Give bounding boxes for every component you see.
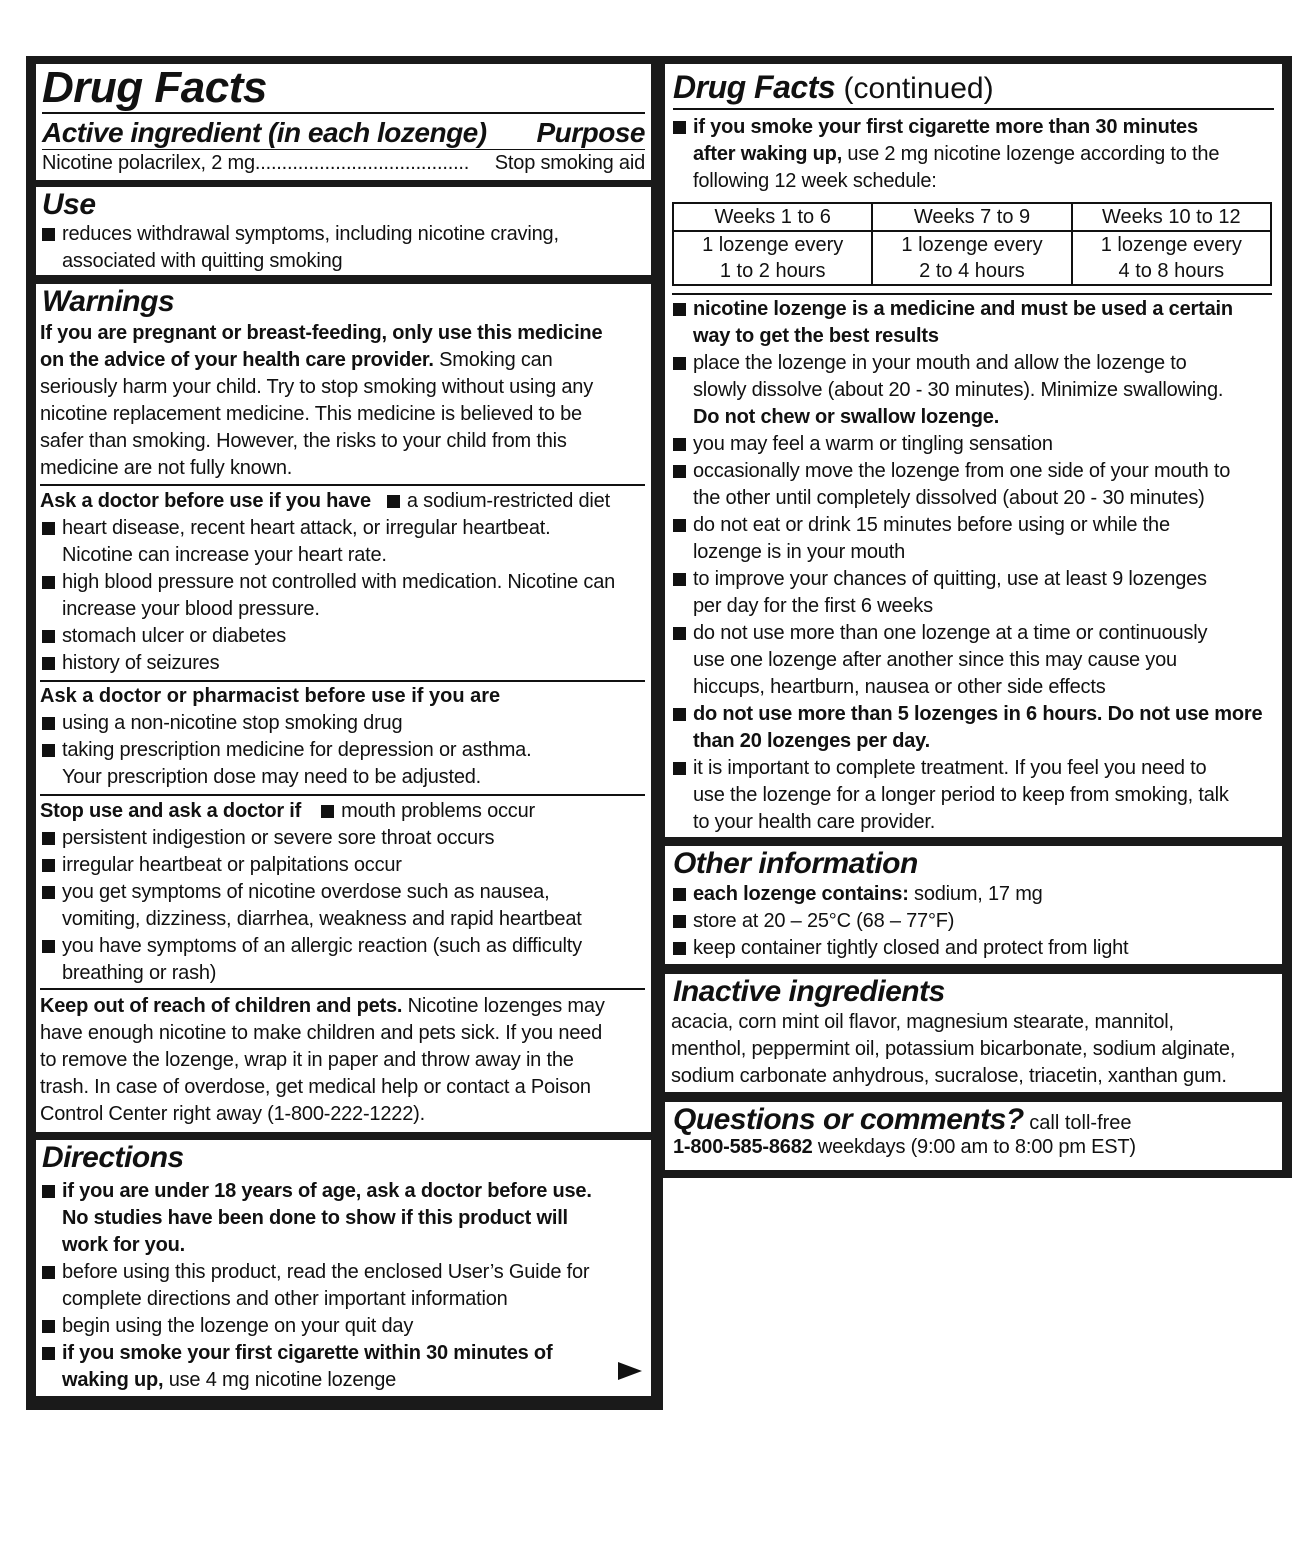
bullet-square-icon xyxy=(673,573,686,586)
table-row xyxy=(673,231,1271,285)
use-list xyxy=(40,221,647,275)
other-information-list xyxy=(671,881,1278,962)
two-mg-direction xyxy=(671,114,1278,195)
bullet-square-icon xyxy=(673,438,686,451)
list-item: if you smoke your first cigarette more than 30 minutes after waking up, use 2 mg nicotine lozenge according to the following 12 week schedule: xyxy=(671,114,1278,195)
stop-use-heading: Stop use and ask a doctor if xyxy=(40,800,302,822)
dosing-schedule-table xyxy=(672,202,1272,286)
other-information-title: Other information xyxy=(673,847,918,880)
divider xyxy=(40,794,645,796)
list-item: if you are under 18 years of age, ask a doctor before use. No studies have been done to show if this product will work for you. xyxy=(40,1178,647,1259)
contact-line: 1-800-585-8682 weekdays (9:00 am to 8:00 pm EST) xyxy=(673,1136,1136,1158)
drug-facts-header-panel xyxy=(36,64,651,180)
ask-pharmacist-heading: Ask a doctor or pharmacist before use if you are xyxy=(40,685,501,707)
list-item: history of seizures xyxy=(40,650,647,677)
bullet-square-icon xyxy=(42,630,55,643)
other-information-panel xyxy=(665,846,1282,964)
divider xyxy=(672,293,1272,295)
inactive-ingredients-panel xyxy=(665,974,1282,1092)
directions-list xyxy=(40,1178,647,1394)
questions-line: Questions or comments? call toll-free xyxy=(673,1103,1132,1136)
list-item: before using this product, read the enclosed User’s Guide for complete directions and other important information xyxy=(40,1259,647,1313)
table-cell: 1 lozenge every 4 to 8 hours xyxy=(1072,231,1271,285)
table-header-cell: Weeks 10 to 12 xyxy=(1072,203,1271,231)
list-item: irregular heartbeat or palpitations occur xyxy=(40,852,647,879)
bullet-square-icon xyxy=(673,627,686,640)
list-item: reduces withdrawal symptoms, including nicotine craving, associated with quitting smoking xyxy=(40,221,647,275)
table-header-cell: Weeks 1 to 6 xyxy=(673,203,872,231)
table-cell: 1 lozenge every 2 to 4 hours xyxy=(872,231,1071,285)
list-item: heart disease, recent heart attack, or irregular heartbeat. Nicotine can increase your heart rate. xyxy=(40,515,647,569)
ask-doctor-section: Ask a doctor before use if you have a sodium-restricted diet heart disease, recent heart attack, or irregular heartbeat. Nicotine can increase your heart rate. high blood pressure not controlled with medication. Nicotine can increase your blood pressure. stomach ulcer or diabetes history of seizures xyxy=(40,488,647,677)
divider xyxy=(40,988,645,990)
table-cell: 1 lozenge every 1 to 2 hours xyxy=(673,231,872,285)
drug-facts-title: Drug Facts xyxy=(42,64,267,112)
list-item: begin using the lozenge on your quit day xyxy=(40,1313,647,1340)
list-item: occasionally move the lozenge from one side of your mouth to the other until completely dissolved (about 20 - 30 minutes) xyxy=(671,458,1278,512)
list-item: high blood pressure not controlled with medication. Nicotine can increase your blood pressure. xyxy=(40,569,647,623)
list-item: store at 20 – 25°C (68 – 77°F) xyxy=(671,908,1278,935)
use-panel xyxy=(36,187,651,275)
list-item: taking prescription medicine for depression or asthma. Your prescription dose may need to be adjusted. xyxy=(40,737,647,791)
bullet-square-icon xyxy=(42,886,55,899)
bullet-square-icon xyxy=(42,744,55,757)
list-item: persistent indigestion or severe sore throat occurs xyxy=(40,825,647,852)
directions-panel xyxy=(36,1140,651,1396)
inactive-ingredients-title: Inactive ingredients xyxy=(673,975,945,1008)
list-item: do not use more than one lozenge at a time or continuously use one lozenge after another since this may cause you hiccups, heartburn, nausea or other side effects xyxy=(671,620,1278,701)
continue-arrow-icon xyxy=(618,1362,642,1380)
bullet-square-icon xyxy=(42,1347,55,1360)
bullet-square-icon xyxy=(673,465,686,478)
bullet-square-icon xyxy=(673,888,686,901)
bullet-square-icon xyxy=(673,942,686,955)
purpose-text: Stop smoking aid xyxy=(494,152,645,174)
table-header-cell: Weeks 7 to 9 xyxy=(872,203,1071,231)
bullet-square-icon xyxy=(673,519,686,532)
list-item: place the lozenge in your mouth and allow the lozenge to slowly dissolve (about 20 - 30 minutes). Minimize swallowing. Do not chew or swallow lozenge. xyxy=(671,350,1278,431)
list-item: it is important to complete treatment. If you feel you need to use the lozenge for a longer period to keep from smoking, talk to your health care provider. xyxy=(671,755,1278,836)
questions-panel xyxy=(665,1102,1282,1170)
bullet-square-icon xyxy=(42,859,55,872)
list-item: using a non-nicotine stop smoking drug xyxy=(40,710,647,737)
bullet-square-icon xyxy=(321,805,334,818)
bullet-square-icon xyxy=(673,121,686,134)
warnings-panel xyxy=(36,284,651,1132)
bullet-square-icon xyxy=(42,576,55,589)
bullet-square-icon xyxy=(673,708,686,721)
ask-doctor-heading: Ask a doctor before use if you have xyxy=(40,490,371,512)
list-item: nicotine lozenge is a medicine and must be used a certain way to get the best results xyxy=(671,296,1278,350)
bullet-square-icon xyxy=(42,1266,55,1279)
drug-facts-continued-panel xyxy=(665,64,1282,837)
bullet-square-icon xyxy=(42,717,55,730)
inactive-ingredients-text: acacia, corn mint oil flavor, magnesium stearate, mannitol, menthol, peppermint oil, potassium bicarbonate, sodium alginate, sodium carbonate anhydrous, sucralose, triacetin, xanthan gum. xyxy=(671,1011,1236,1087)
phone-number: 1-800-585-8682 xyxy=(673,1136,813,1158)
purpose-heading: Purpose xyxy=(536,117,645,148)
list-item: you have symptoms of an allergic reaction (such as difficulty breathing or rash) xyxy=(40,933,647,987)
questions-title: Questions or comments? xyxy=(673,1103,1024,1136)
list-item: keep container tightly closed and protect from light xyxy=(671,935,1278,962)
bullet-square-icon xyxy=(42,228,55,241)
bullet-square-icon xyxy=(42,657,55,670)
divider xyxy=(40,680,645,682)
active-ingredient-heading: Active ingredient (in each lozenge) xyxy=(42,117,487,148)
bullet-square-icon xyxy=(42,1320,55,1333)
bullet-square-icon xyxy=(42,940,55,953)
list-item: if you smoke your first cigarette within 30 minutes of waking up, use 4 mg nicotine lozenge xyxy=(40,1340,647,1394)
bullet-square-icon xyxy=(673,357,686,370)
directions-continued-list xyxy=(671,296,1278,836)
bullet-square-icon xyxy=(387,495,400,508)
bullet-square-icon xyxy=(42,1185,55,1198)
list-item: do not eat or drink 15 minutes before using or while the lozenge is in your mouth xyxy=(671,512,1278,566)
list-item: each lozenge contains: sodium, 17 mg xyxy=(671,881,1278,908)
directions-title: Directions xyxy=(42,1141,184,1174)
drug-facts-right-column xyxy=(660,56,1292,1178)
bullet-square-icon xyxy=(42,522,55,535)
drug-facts-left-column xyxy=(26,56,663,1410)
use-title: Use xyxy=(42,188,96,221)
stop-use-section: Stop use and ask a doctor if mouth problems occur persistent indigestion or severe sore throat occurs irregular heartbeat or palpitations occur you get symptoms of nicotine overdose such as nausea, vomiting, dizziness, diarrhea, weakness and rapid heartbeat you have symptoms of an allergic reaction (such as difficulty breathing or rash) xyxy=(40,798,647,987)
list-item: to improve your chances of quitting, use at least 9 lozenges per day for the first 6 weeks xyxy=(671,566,1278,620)
dot-leader: ........................................ xyxy=(254,152,470,174)
list-item: do not use more than 5 lozenges in 6 hours. Do not use more than 20 lozenges per day. xyxy=(671,701,1278,755)
ask-pharmacist-section xyxy=(40,683,647,791)
bullet-square-icon xyxy=(42,832,55,845)
list-item: you may feel a warm or tingling sensation xyxy=(671,431,1278,458)
pregnancy-warning: If you are pregnant or breast-feeding, only use this medicine on the advice of your health care provider. Smoking can seriously harm your child. Try to stop smoking without using any nicotine replacement medicine. This medicine is believed to be safer than smoking. However, the risks to your child from this medicine are not fully known. xyxy=(40,322,603,479)
divider xyxy=(673,108,1274,110)
warnings-title: Warnings xyxy=(42,285,175,318)
list-item: stomach ulcer or diabetes xyxy=(40,623,647,650)
list-item: you get symptoms of nicotine overdose such as nausea, vomiting, dizziness, diarrhea, weakness and rapid heartbeat xyxy=(40,879,647,933)
bullet-square-icon xyxy=(673,762,686,775)
bullet-square-icon xyxy=(673,303,686,316)
divider xyxy=(40,484,645,486)
table-header-row xyxy=(673,203,1271,231)
divider xyxy=(42,112,645,114)
bullet-square-icon xyxy=(673,915,686,928)
continued-title: Drug Facts (continued) xyxy=(673,69,994,105)
active-ingredient-line xyxy=(42,150,645,177)
active-ingredient-name: Nicotine polacrilex, 2 mg xyxy=(42,152,255,174)
keep-out-of-reach: Keep out of reach of children and pets. Nicotine lozenges may have enough nicotine to make children and pets sick. If you need to remove the lozenge, wrap it in paper and throw away in the trash. In case of overdose, get medical help or contact a Poison Control Center right away (1-800-222-1222). xyxy=(40,995,605,1125)
